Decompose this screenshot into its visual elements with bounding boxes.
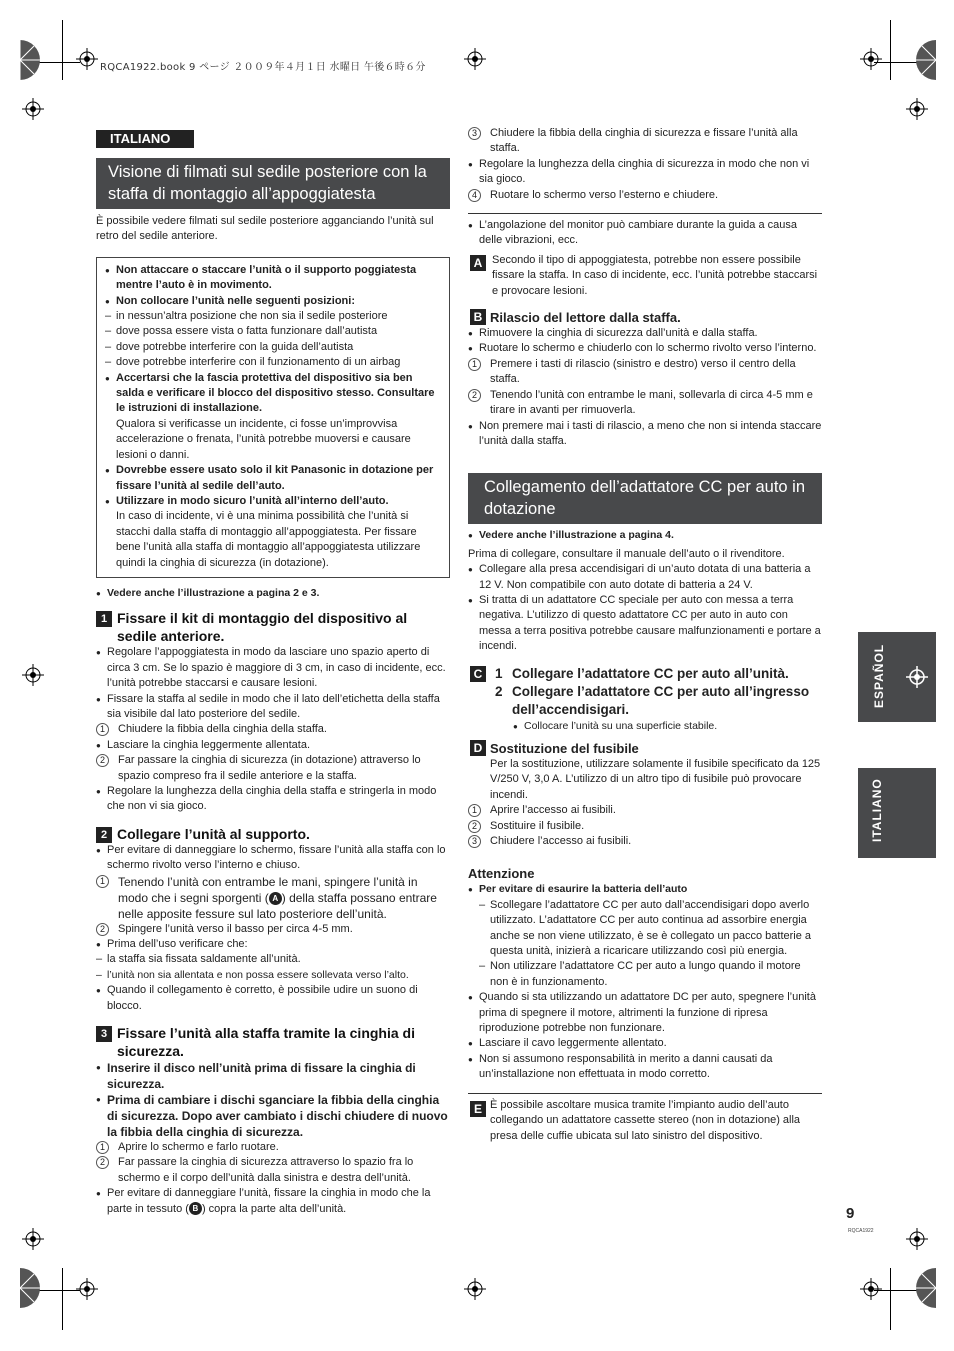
bullet: ● Prima dell’uso verificare che: bbox=[96, 937, 450, 952]
warning-text: In caso di incidente, vi è una minima possibilità che l’unità si stacchi dalla staffa di montaggio all’appoggiatesta. Per fissare bene l’unità alla staffa di montaggio all’appoggiatesta utilizzare quindi la cinghia di sicurezza (in dotazione). bbox=[116, 510, 421, 569]
registration-mark-icon bbox=[22, 664, 44, 686]
warning-text: Qualora si verificasse un incidente, ci fosse un’improvvisa accelerazione o frenata, l’unità potrebbe muoversi e causare lesioni o danni. bbox=[116, 417, 411, 461]
numbered-item bbox=[96, 922, 450, 937]
warning-item: ● Utilizzare in modo sicuro l’unità all’interno dell’auto. bbox=[105, 494, 439, 509]
circled-number: 1 bbox=[96, 1141, 109, 1154]
numbered-item bbox=[468, 803, 822, 818]
page-number: 9 bbox=[846, 1205, 855, 1222]
dash-item: – Scollegare l’adattatore CC per auto dall’accendisigari dopo averlo utilizzato. L’adattatore CC per auto continua ad assorbire energia anche se non viene utilizzato, è se è collegato un pacco batterie a questa unità, inizierà a ricaricare utilizzando così più energia. bbox=[479, 898, 822, 960]
section-title: Visione di filmati sul sedile posteriore con la staffa di montaggio all’appoggiatesta bbox=[96, 158, 450, 209]
paragraph: Prima di collegare, consultare il manuale dell’auto o il rivenditore. bbox=[468, 547, 785, 560]
bullet: ● Lasciare la cinghia leggermente allentata. bbox=[96, 738, 450, 753]
registration-mark-icon bbox=[76, 48, 98, 70]
circled-number: 3 bbox=[468, 835, 481, 848]
numbered-item-text: Aprire l’accesso ai fusibili. bbox=[490, 804, 616, 817]
numbered-item bbox=[96, 1155, 450, 1186]
bullet: ● Si tratta di un adattatore CC speciale per auto con messa a terra negativa. L’utilizzo di questo adattatore CC per auto in auto con messa a terra positiva potrebbe causare malfunzionamenti e portare a incendi. bbox=[468, 593, 822, 655]
warning-subitem: – dove possa essere vista o fatta funzionare dall’autista bbox=[105, 324, 439, 339]
bullet-text: Per evitare di danneggiare l’unità, fissare la cinghia in modo che la parte in tessuto ( bbox=[107, 1187, 431, 1215]
bullet: ● Quando il collegamento è corretto, è possibile udire un suono di blocco. bbox=[96, 983, 450, 1014]
bullet: ● Non si assumono responsabilità in merito a danni causati da un’installazione non effettuata in modo corretto. bbox=[468, 1052, 822, 1083]
crop-mark bbox=[62, 1268, 63, 1330]
note-a bbox=[468, 253, 822, 299]
print-header: RQCA1922.book 9 ページ ２００９年４月１日 水曜日 午後６時６分 bbox=[100, 62, 426, 73]
bullet: ● Fissare la staffa al sedile in modo che il lato dell’etichetta della staffa sia visibile dal lato posteriore del sedile. bbox=[96, 692, 450, 723]
registration-mark-icon bbox=[906, 1228, 928, 1250]
numbered-item-text: Far passare la cinghia di sicurezza (in dotazione) attraverso lo spazio compreso fra il sedile anteriore e la staffa. bbox=[118, 754, 421, 782]
bullet-text: ) copra la parte alta dell’unità. bbox=[201, 1202, 347, 1215]
see-also-note: ● Vedere anche l’illustrazione a pagina 4. bbox=[468, 528, 822, 543]
numbered-item-text: Chiudere la fibbia della cinghia della staffa. bbox=[118, 723, 327, 736]
color-wheel-icon bbox=[914, 40, 936, 80]
circled-number: 3 bbox=[468, 127, 481, 140]
warning-box bbox=[96, 257, 450, 578]
step-number: 1 bbox=[495, 665, 503, 681]
color-wheel-icon bbox=[914, 1268, 936, 1308]
registration-mark-icon bbox=[22, 98, 44, 120]
circled-number: 1 bbox=[468, 804, 481, 817]
circled-number: 2 bbox=[468, 820, 481, 833]
crop-mark bbox=[890, 1268, 891, 1330]
numbered-item bbox=[468, 819, 822, 834]
section-e-text: È possibile ascoltare musica tramite l’impianto audio dell’auto collegando un adattatore cassette stereo (non in dotazione) alla presa delle cuffie ubicata sul lato sinistro del dispositivo. bbox=[490, 1098, 801, 1142]
numbered-item bbox=[96, 722, 450, 737]
registration-mark-icon bbox=[860, 1278, 882, 1300]
bullet: ● Rimuovere la cinghia di sicurezza dall’unità e dalla staffa. bbox=[468, 326, 822, 341]
numbered-item bbox=[96, 874, 450, 922]
crop-mark bbox=[890, 20, 891, 80]
numbered-item bbox=[468, 126, 822, 157]
language-tag: ITALIANO bbox=[96, 130, 194, 148]
numbered-item-text: Chiudere la fibbia della cinghia di sicurezza e fissare l’unità alla staffa. bbox=[490, 127, 798, 155]
bullet: ● Lasciare il cavo leggermente allentato. bbox=[468, 1036, 822, 1051]
registration-mark-icon bbox=[22, 1228, 44, 1250]
section-title-2: Collegamento dell’adattatore CC per auto in dotazione bbox=[468, 473, 822, 524]
bullet: ● Ruotare lo schermo e chiuderlo con lo schermo rivolto verso l’interno. bbox=[468, 341, 822, 356]
right-column bbox=[468, 126, 822, 1144]
warning-subitem: – dove potrebbe interferire con la guida dell’autista bbox=[105, 340, 439, 355]
step-title: Fissare l’unità alla staffa tramite la cinghia di sicurezza. bbox=[117, 1025, 415, 1060]
step-number: 2 bbox=[495, 683, 503, 699]
see-also-note: ● Vedere anche l’illustrazione a pagina 2 e 3. bbox=[96, 586, 450, 601]
bullet: ● Per evitare di danneggiare lo schermo, fissare l’unità alla staffa con lo schermo rivolto verso l’interno e chiuso. bbox=[96, 843, 450, 874]
warning-subitem: – in nessun’altra posizione che non sia il sedile posteriore bbox=[105, 309, 439, 324]
numbered-item-text: Chiudere l’accesso ai fusibili. bbox=[490, 835, 632, 847]
numbered-item-text: Sostituire il fusibile. bbox=[490, 819, 585, 832]
side-tab-italiano bbox=[858, 768, 936, 858]
dash-item: – Non utilizzare l’adattatore CC per auto a lungo quando il motore non è in funzionamento. bbox=[479, 959, 822, 990]
label-e-icon: E bbox=[470, 1101, 486, 1117]
warning-item: ● Non collocare l’unità nelle seguenti posizioni: bbox=[105, 294, 439, 309]
note-a-text: Secondo il tipo di appoggiatesta, potrebbe non essere possibile fissare la staffa. In caso di incidente, ecc. l’unità potrebbe staccarsi e provocare lesioni. bbox=[492, 253, 818, 297]
step-3 bbox=[96, 1024, 450, 1060]
numbered-item-text: Tenendo l’unità con entrambe le mani, sollevarla di circa 4-5 mm e tirare in avanti per rimuoverla. bbox=[490, 388, 813, 417]
step-title: Collegare l’adattatore CC per auto all’unità. bbox=[512, 665, 789, 681]
step-title: Fissare il kit di montaggio del dispositivo al sedile anteriore. bbox=[117, 610, 408, 645]
numbered-item bbox=[468, 357, 822, 388]
registration-mark-icon bbox=[464, 1278, 486, 1300]
registration-mark-icon bbox=[464, 48, 486, 70]
label-c-icon: C bbox=[470, 666, 486, 682]
bullet: ● Inserire il disco nell’unità prima di fissare la cinghia di sicurezza. bbox=[96, 1060, 450, 1092]
numbered-item-text: Far passare la cinghia di sicurezza attraverso lo spazio fra lo schermo e il corpo dell’unità dalla sinistra e destra dell’unità. bbox=[118, 1156, 414, 1184]
callout-b-icon: B bbox=[189, 1202, 202, 1215]
color-wheel-icon bbox=[20, 40, 42, 80]
circled-number: 1 bbox=[96, 875, 109, 888]
step-number: 3 bbox=[96, 1026, 112, 1042]
side-tab-espanol bbox=[858, 632, 936, 722]
divider bbox=[468, 213, 822, 214]
numbered-item-text: Aprire lo schermo e farlo ruotare. bbox=[118, 1141, 279, 1154]
numbered-item bbox=[96, 1140, 450, 1155]
registration-mark-icon bbox=[906, 98, 928, 120]
step-title: Collegare l’unità al supporto. bbox=[117, 825, 310, 842]
bullet: ● Regolare la lunghezza della cinghia di sicurezza in modo che non vi sia gioco. bbox=[468, 157, 822, 188]
step-number: 2 bbox=[96, 827, 112, 843]
circled-number: 2 bbox=[96, 923, 109, 936]
registration-mark-icon bbox=[76, 1278, 98, 1300]
numbered-item-text: Tenendo l’unità con entrambe le mani, spingere l’unità in modo che i segni sporgenti ( bbox=[118, 874, 418, 905]
warning-item: ● Non attaccare o staccare l’unità o il supporto poggiatesta mentre l’auto è in movimento. bbox=[105, 263, 439, 294]
numbered-item-text: Premere i tasti di rilascio (sinistro e destro) verso il centro della staffa. bbox=[490, 357, 796, 386]
bullet bbox=[96, 1186, 450, 1217]
note: ● L’angolazione del monitor può cambiare durante la guida a causa delle vibrazioni, ecc. bbox=[468, 218, 822, 249]
step-2 bbox=[96, 825, 450, 843]
step-1 bbox=[96, 609, 450, 645]
section-d-title: Sostituzione del fusibile bbox=[490, 740, 639, 756]
numbered-item bbox=[96, 753, 450, 784]
page-code: RQCA1922 bbox=[848, 1228, 874, 1234]
side-tab-label: ESPAÑOL bbox=[872, 643, 886, 708]
warning-item: ● Accertarsi che la fascia protettiva del dispositivo sia ben salda e verificare il blocco del dispositivo stesso. Consultare le istruzioni di installazione. bbox=[105, 371, 439, 417]
bullet: ● Regolare la lunghezza della cinghia della staffa e stringerla in modo che non vi sia gioco. bbox=[96, 784, 450, 815]
dash-item: – l’unità non sia allentata e non possa essere sollevata verso l’alto. bbox=[96, 968, 450, 983]
circled-number: 1 bbox=[468, 358, 481, 371]
label-a-icon: A bbox=[470, 255, 486, 271]
divider bbox=[468, 1093, 822, 1094]
side-tab-label: ITALIANO bbox=[870, 778, 884, 842]
step-number: 1 bbox=[96, 611, 112, 627]
callout-a-icon: A bbox=[269, 892, 282, 905]
numbered-item bbox=[468, 188, 822, 203]
bullet: ● Collocare l’unità su una superficie stabile. bbox=[513, 719, 822, 734]
section-d-text: Per la sostituzione, utilizzare solamente il fusibile specificato da 125 V/250 V, 3,0 A. L’utilizzo di un altro tipo di fusibile può provocare incendi. bbox=[490, 757, 821, 801]
numbered-item-text: ) della staffa possano entrare nelle apposite fessure sul lato posteriore dell’unità. bbox=[118, 890, 437, 921]
label-b-icon: B bbox=[470, 309, 486, 325]
intro-text: È possibile vedere filmati sul sedile posteriore agganciando l’unità sul retro del sedile anteriore. bbox=[96, 215, 434, 243]
bullet: ● Quando si sta utilizzando un adattatore DC per auto, spegnere l’unità prima di spegnere il motore, altrimenti la funzione di ripresa riproduzione potrebbe non funzionare. bbox=[468, 990, 822, 1036]
section-c bbox=[468, 665, 822, 719]
section-d bbox=[468, 740, 822, 803]
bullet: ● Non premere mai i tasti di rilascio, a meno che non si intenda staccare l’unità dalla staffa. bbox=[468, 419, 822, 450]
registration-mark-icon bbox=[906, 666, 928, 688]
warning-item: ● Dovrebbe essere usato solo il kit Panasonic in dotazione per fissare l’unità al sedile dell’auto. bbox=[105, 463, 439, 494]
attention-title: Attenzione bbox=[468, 866, 535, 882]
section-e bbox=[468, 1098, 822, 1144]
circled-number: 1 bbox=[96, 723, 109, 736]
circled-number: 2 bbox=[468, 389, 481, 402]
circled-number: 4 bbox=[468, 189, 481, 202]
circled-number: 2 bbox=[96, 1156, 109, 1169]
dash-item: – la staffa sia fissata saldamente all’unità. bbox=[96, 952, 450, 967]
label-d-icon: D bbox=[470, 740, 486, 756]
step-title: Collegare l’adattatore CC per auto all’ingresso dell’accendisigari. bbox=[512, 683, 810, 717]
section-b-title: Rilascio del lettore dalla staffa. bbox=[490, 310, 681, 326]
section-b bbox=[468, 309, 822, 326]
bullet: ● Regolare l’appoggiatesta in modo da lasciare uno spazio aperto di circa 3 cm. Se lo spazio è maggiore di 3 cm, in caso di incidente, ecc. l’unità potrebbe staccarsi e causare lesioni. bbox=[96, 645, 450, 691]
bullet: ● Prima di cambiare i dischi sganciare la fibbia della cinghia di sicurezza. Dopo aver cambiato i dischi chiudere di nuovo la fibbia della cinghia di sicurezza. bbox=[96, 1092, 450, 1140]
bullet: ● Per evitare di esaurire la batteria dell’auto bbox=[468, 882, 822, 897]
numbered-item-text: Ruotare lo schermo verso l’esterno e chiudere. bbox=[490, 188, 719, 201]
numbered-item-text: Spingere l’unità verso il basso per circa 4-5 mm. bbox=[118, 922, 353, 935]
bullet: ● Collegare alla presa accendisigari di un’auto dotata di una batteria a 12 V. Non compatibile con auto dotate di batteria a 24 V. bbox=[468, 562, 822, 593]
registration-mark-icon bbox=[860, 48, 882, 70]
numbered-item bbox=[468, 388, 822, 419]
numbered-item bbox=[468, 834, 822, 849]
circled-number: 2 bbox=[96, 754, 109, 767]
left-column bbox=[96, 158, 450, 1217]
color-wheel-icon bbox=[20, 1268, 42, 1308]
crop-mark bbox=[62, 20, 63, 80]
warning-subitem: – dove potrebbe interferire con il funzionamento di un airbag bbox=[105, 355, 439, 370]
